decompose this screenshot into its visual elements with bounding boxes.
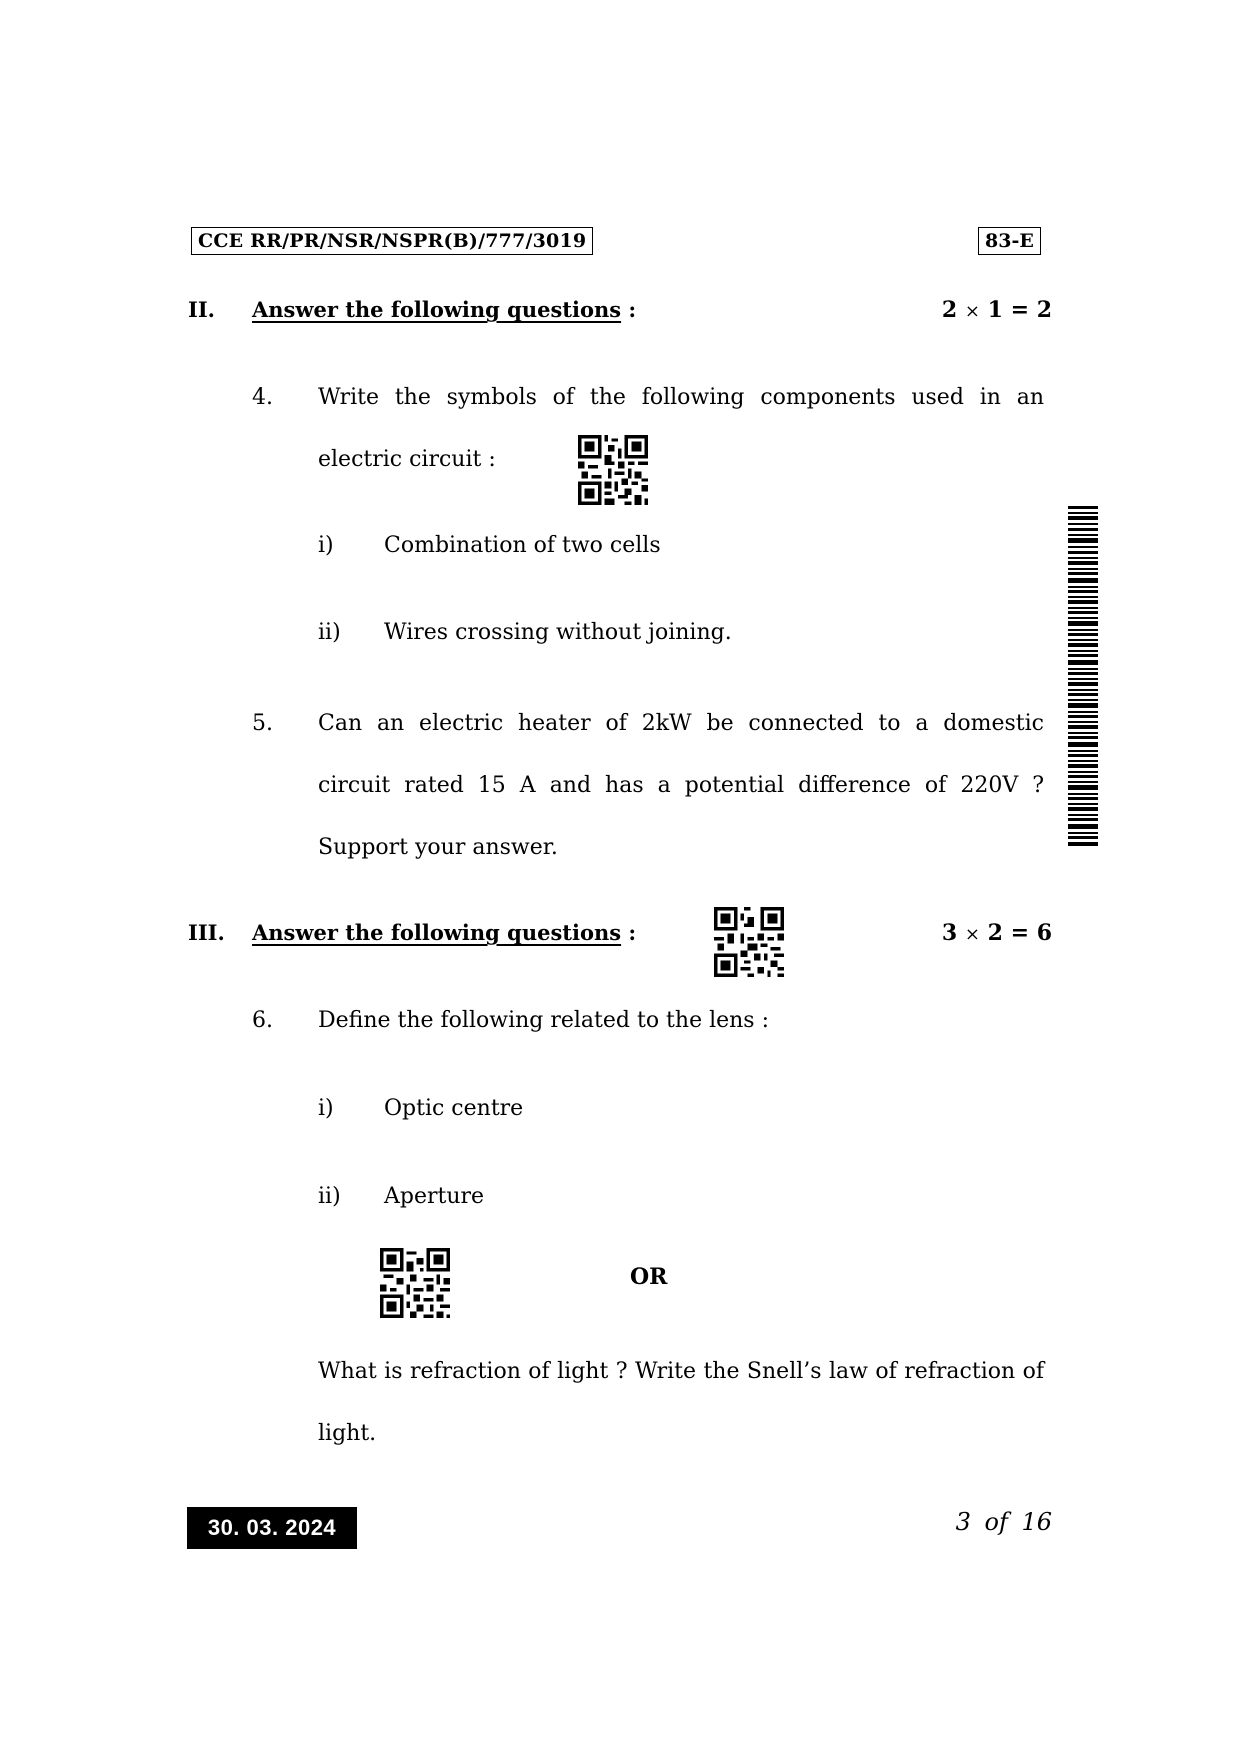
question-6-number: 6. xyxy=(252,1008,273,1033)
paper-number: 83-E xyxy=(978,227,1041,255)
question-6-text: Define the following related to the lens : xyxy=(318,1008,769,1033)
question-4-text-line1: Write the symbols of the following components used in an xyxy=(318,385,1044,410)
marks-equals: = xyxy=(1010,920,1030,946)
marks-total: 6 xyxy=(1036,920,1052,946)
or-separator: OR xyxy=(630,1264,668,1290)
section-2-marks xyxy=(942,297,1052,323)
section-2-title: Answer the following questions xyxy=(252,297,622,322)
barcode-icon xyxy=(1068,506,1098,846)
marks-equals: = xyxy=(1010,297,1030,323)
marks-each: 2 xyxy=(987,920,1003,946)
paper-code: CCE RR/PR/NSR/NSPR(B)/777/3019 xyxy=(191,227,593,255)
qr-code-icon xyxy=(714,907,784,977)
page-number: 3 of 16 xyxy=(955,1508,1052,1536)
section-2-number: II. xyxy=(188,297,215,322)
section-3-title: Answer the following questions xyxy=(252,920,622,945)
question-5-text: Can an electric heater of 2kW be connected to a domestic circuit rated 15 A and has a potential difference of 220V ? Support your answer. xyxy=(318,711,1044,860)
marks-times: × xyxy=(964,301,980,322)
qr-code-icon xyxy=(380,1248,450,1318)
marks-count: 3 xyxy=(941,920,958,946)
question-6-alternative-text: What is refraction of light ? Write the Snell’s law of refraction of light. xyxy=(318,1359,1044,1446)
question-4-sub-2-number: ii) xyxy=(318,620,341,645)
section-2-heading xyxy=(252,297,636,322)
question-4-sub-1-text: Combination of two cells xyxy=(384,533,661,558)
qr-code-icon xyxy=(578,435,648,505)
section-3-number: III. xyxy=(188,920,225,945)
question-6-sub-1-text: Optic centre xyxy=(384,1096,524,1121)
section-3-marks xyxy=(942,920,1052,946)
section-2-colon: : xyxy=(628,297,637,322)
question-4-sub-1-number: i) xyxy=(318,533,334,558)
marks-each: 1 xyxy=(987,297,1003,323)
question-6-sub-2-number: ii) xyxy=(318,1184,341,1209)
question-5-number: 5. xyxy=(252,711,273,736)
marks-total: 2 xyxy=(1036,297,1052,323)
question-6-sub-1-number: i) xyxy=(318,1096,334,1121)
section-3-heading xyxy=(252,920,636,945)
question-4-number: 4. xyxy=(252,385,273,410)
question-6-sub-2-text: Aperture xyxy=(384,1184,485,1209)
exam-date-badge: 30. 03. 2024 xyxy=(187,1507,357,1549)
marks-times: × xyxy=(964,924,980,945)
section-3-colon: : xyxy=(628,920,637,945)
marks-count: 2 xyxy=(941,297,958,323)
question-4-sub-2-text: Wires crossing without joining. xyxy=(384,620,732,645)
question-4-text-line2: electric circuit : xyxy=(318,447,496,472)
